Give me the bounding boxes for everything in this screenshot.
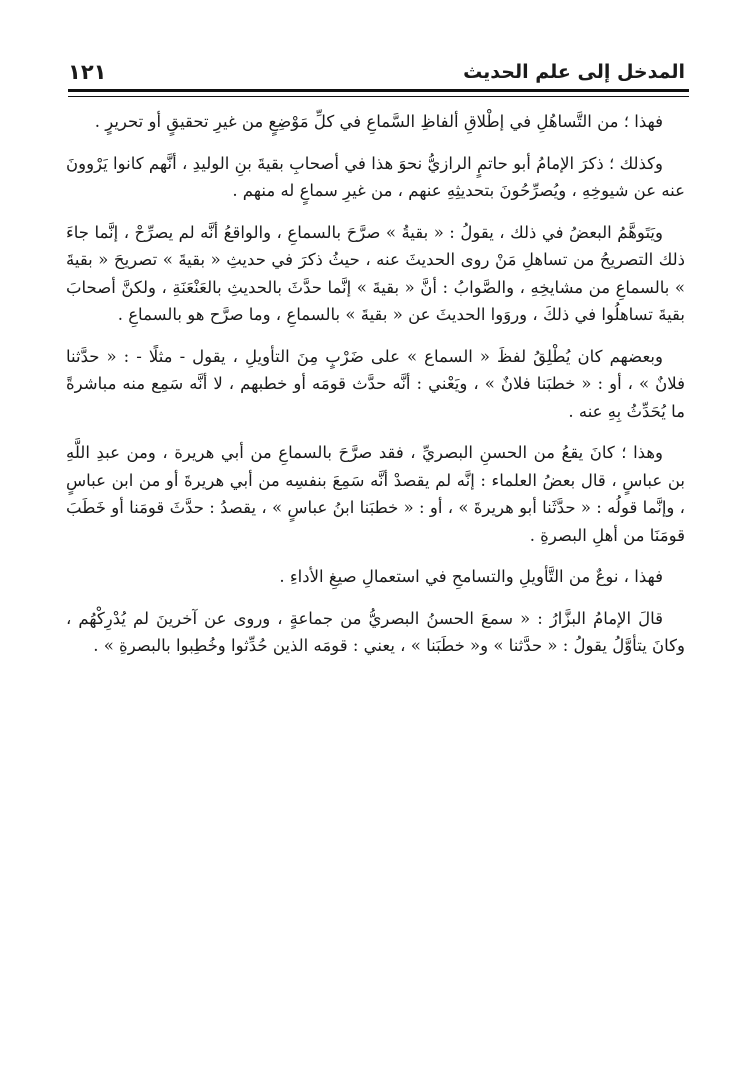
- running-title: المدخل إلى علم الحديث: [463, 61, 685, 83]
- paragraph: فهذا ؛ من التَّساهُلِ في إطْلاقِ ألفاظِ السَّماعِ في كلِّ مَوْضِعٍ من غيرِ تحقيقٍ أو تحريرٍ .: [94, 112, 663, 131]
- paragraph: وهذا ؛ كانَ يقعُ من الحسنِ البصريِّ ، فقد صرَّحَ بالسماعِ من أبي هريرة ، ومن عبدِ اللَّهِ بن عباسٍ ، قال بعضُ العلماء : إنَّه لم يقصدْ أنَّه سَمِعَ بنفسِه من أبي هريرةَ أو من ابن عباسٍ ، وإنَّما قولُه : « حدَّثَنا أبو هريرةَ » ، أو : « خطبَنا ابنُ عباسٍ » ، يقصدُ : حدَّثَ قومَنا أو خَطَبَ قومَنَا من أهلِ البصرةِ .: [66, 443, 685, 545]
- header-rule-thick: [68, 89, 689, 92]
- paragraph: وكذلك ؛ ذكرَ الإمامُ أبو حاتمٍ الرازيُّ نحوَ هذا في أصحابِ بقيةَ بنِ الوليدِ ، أنَّهم كانوا يَرْوونَ عنه عن شيوخِهِ ، ويُصرِّحُونَ بتحديثِهِ عنهم ، من غيرِ سماعٍ له منهم .: [66, 153, 685, 200]
- body-text: [66, 108, 685, 674]
- page-header: [68, 52, 685, 92]
- paragraph: وبعضهم كان يُطْلِقُ لفظَ « السماع » على ضَرْبٍ مِنَ التأويلِ ، يقول - مثلًا - : « حدَّثنا فلانٌ » ، أو : « خطبَنا فلانٌ » ، ويَعْني : أنَّه حدَّث قومَه أو خطبهم ، لا أنَّه سَمِع منه مباشرةً ما يُحَدِّثُ بِهِ عنه .: [66, 346, 685, 421]
- paragraph: قالَ الإمامُ البزَّارُ : « سمعَ الحسنُ البصريُّ من جماعةٍ ، وروى عن آخرينَ لم يُدْرِكْهُم ، وكانَ يتأوَّلُ يقولُ : « حدَّثنا » و« خطَبَنا » ، يعني : قومَه الذين حُدِّثوا وخُطِبوا بالبصرةِ » .: [66, 608, 685, 655]
- paragraph: ويَتَوهَّمُ البعضُ في ذلك ، يقولُ : « بقيةُ » صرَّحَ بالسماعِ ، والواقعُ أنَّه لم يصرِّحْ ، إنَّما جاءَ ذلك التصريحُ من تساهلِ مَنْ روى الحديثَ عنه ، حيثُ ذكرَ في حديثِ « بقيةَ » تصريحَ « بقيةَ » بالسماعِ من مشايخِهِ ، والصَّوابُ : أنَّ « بقيةَ » إنَّما حدَّثَ بالحديثِ بالعَنْعَنَةِ ، ولكنَّ أصحابَ بقيةَ تساهلُوا في ذلكَ ، وروَوا الحديثَ عن « بقيةَ » بالسماعِ ، وما صرَّح هو بالسماعِ .: [66, 222, 685, 324]
- header-rule-thin: [68, 96, 689, 97]
- paragraph: فهذا ، نوعٌ من التَّأويلِ والتسامحِ في استعمالِ صيغِ الأداءِ .: [279, 567, 663, 586]
- page-number: ١٢١: [68, 60, 107, 84]
